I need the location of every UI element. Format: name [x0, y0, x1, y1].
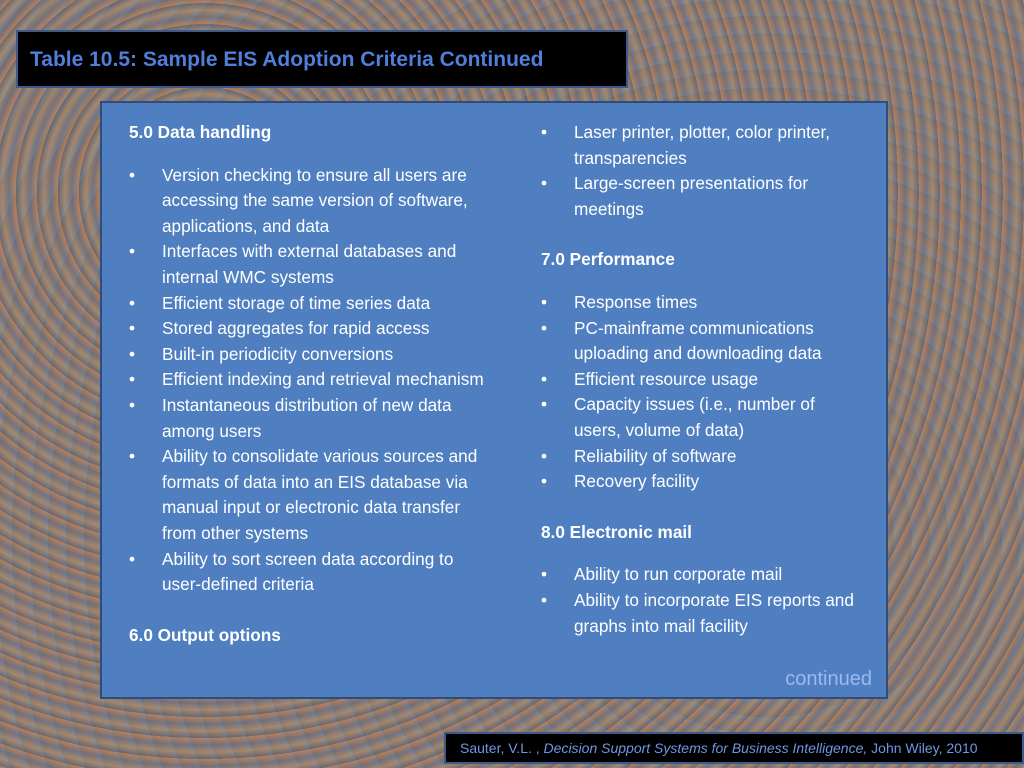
- list-item: • Large-screen presentations for meetings: [541, 171, 857, 222]
- source-credit: [444, 732, 1024, 764]
- criteria-panel: [100, 101, 888, 699]
- list-item: • Built-in periodicity conversions: [129, 342, 487, 368]
- credit-book-title: Decision Support Systems for Business Intelligence,: [543, 740, 868, 756]
- continued-link[interactable]: continued: [785, 668, 872, 690]
- list-item: • Response times: [541, 290, 857, 316]
- section-heading-data-handling: 5.0 Data handling: [129, 122, 272, 142]
- right-column: [541, 120, 857, 639]
- list-item: • Laser printer, plotter, color printer, transparencies: [541, 120, 857, 171]
- title-banner: [16, 30, 628, 88]
- list-item: • Ability to incorporate EIS reports and graphs into mail facility: [541, 588, 857, 639]
- list-item: • Stored aggregates for rapid access: [129, 316, 487, 342]
- list-item: • Version checking to ensure all users are accessing the same version of software, applications, and data: [129, 163, 487, 240]
- list-item: • Ability to consolidate various sources and formats of data into an EIS database via manual input or electronic data transfer from other systems: [129, 444, 487, 546]
- section-heading-output-options: 6.0 Output options: [129, 624, 281, 645]
- credit-publisher: John Wiley, 2010: [871, 740, 978, 756]
- list-item: • Interfaces with external databases and internal WMC systems: [129, 239, 487, 290]
- list-item: • Recovery facility: [541, 469, 857, 495]
- list-item: • Reliability of software: [541, 444, 857, 470]
- section-heading-electronic-mail: 8.0 Electronic mail: [541, 521, 692, 542]
- performance-list: [541, 290, 857, 495]
- slide-title: Table 10.5: Sample EIS Adoption Criteria Continued: [30, 48, 544, 71]
- list-item: • Instantaneous distribution of new data among users: [129, 393, 487, 444]
- electronic-mail-list: [541, 562, 857, 639]
- credit-author: Sauter, V.L. ,: [460, 740, 540, 756]
- output-options-list: [541, 120, 857, 222]
- left-column: [129, 120, 487, 648]
- section-heading-performance: 7.0 Performance: [541, 249, 675, 270]
- list-item: • Efficient storage of time series data: [129, 291, 487, 317]
- list-item: • Efficient resource usage: [541, 367, 857, 393]
- list-item: • Capacity issues (i.e., number of users, volume of data): [541, 392, 857, 443]
- list-item: • Ability to run corporate mail: [541, 562, 857, 588]
- list-item: • Efficient indexing and retrieval mechanism: [129, 367, 487, 393]
- list-item: • PC-mainframe communications uploading and downloading data: [541, 316, 857, 367]
- list-item: • Ability to sort screen data according to user-defined criteria: [129, 547, 487, 598]
- data-handling-list: [129, 163, 487, 598]
